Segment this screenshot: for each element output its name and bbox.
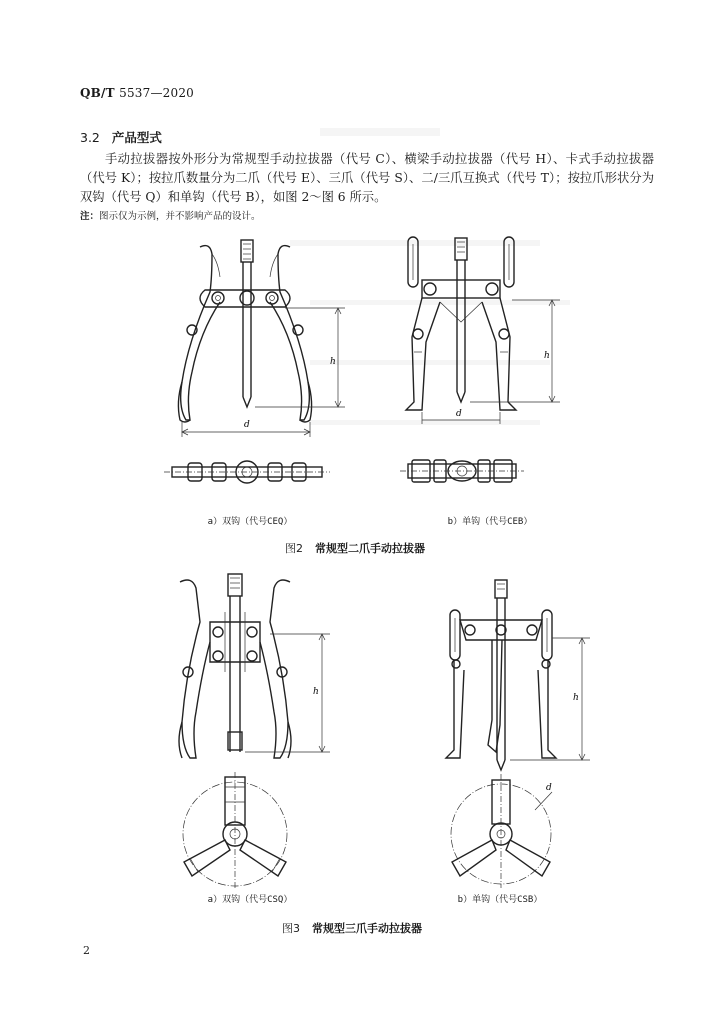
- fig2-sub-b: b）单钩（代号CEB）: [447, 517, 533, 527]
- standard-number: 5537—2020: [119, 86, 194, 100]
- fig2a-drawing: [160, 232, 340, 502]
- fig2a-dim-h: h: [330, 357, 336, 367]
- fig2a-dim-d: d: [244, 420, 250, 430]
- section-heading: [80, 128, 162, 146]
- fig3b-dim-h: h: [573, 693, 579, 703]
- fig3b-drawing: [440, 580, 610, 880]
- section-paragraph: 手动拉拔器按外形分为常规型手动拉拔器（代号 C）、横梁手动拉拔器（代号 H）、卡式手动拉拔器（代号 K）；按拉爪数量分为二爪（代号 E）、三爪（代号 S）、二/三爪互换式（代号 T）；按拉爪形状分为双钩（代号 Q）和单钩（代号 B），如图 2～图 6 所示。: [80, 152, 654, 204]
- fig3a-dim-h: h: [313, 687, 319, 697]
- fig3-title: 常规型三爪手动拉拔器: [312, 922, 422, 935]
- fig2b-drawing: [400, 232, 570, 502]
- fig3-sub-b: b）单钩（代号CSB）: [457, 895, 543, 905]
- standard-code: QB/T: [80, 86, 115, 100]
- fig2b-dim-d: d: [456, 409, 462, 419]
- page-number: 2: [83, 944, 90, 957]
- fig2-caption: [285, 540, 425, 556]
- fig2-label: 图2: [285, 542, 303, 555]
- fig3-label: 图3: [282, 922, 300, 935]
- note-label: 注：: [80, 211, 100, 222]
- fig3-caption: [282, 920, 422, 936]
- fig2-sub-a: a）双钩（代号CEQ）: [207, 517, 293, 527]
- standard-header: [80, 86, 194, 100]
- note: [80, 208, 261, 222]
- section-title: 产品型式: [111, 130, 162, 145]
- fig2b-dim-h: h: [544, 351, 550, 361]
- fig2-title: 常规型二爪手动拉拔器: [315, 542, 425, 555]
- fig3-sub-a: a）双钩（代号CSQ）: [207, 895, 293, 905]
- note-text: 图示仅为示例，并不影响产品的设计。: [99, 211, 261, 222]
- fig3a-drawing: [170, 572, 350, 882]
- section-number: 3.2: [80, 130, 100, 145]
- fig3b-dim-d: d: [546, 783, 552, 793]
